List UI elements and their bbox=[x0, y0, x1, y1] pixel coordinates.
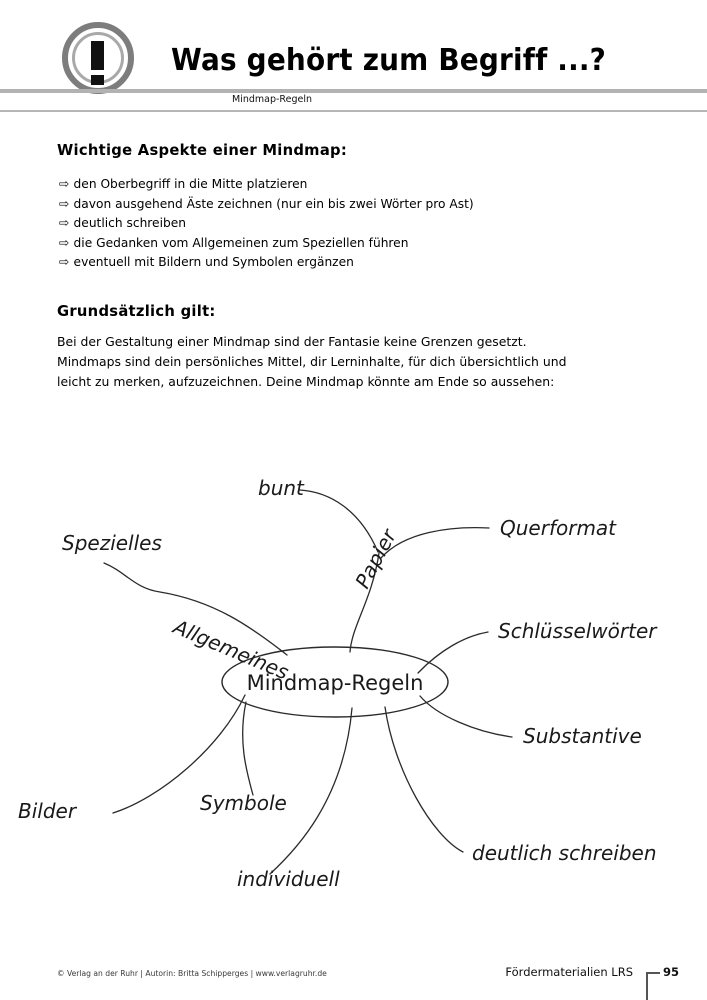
paragraph-line: leicht zu merken, aufzuzeichnen. Deine Mindmap könnte am Ende so aussehen: bbox=[57, 374, 555, 389]
list-item-label: den Oberbegriff in die Mitte platzieren bbox=[73, 176, 308, 191]
mindmap-diagram bbox=[0, 440, 707, 920]
page-title: Was gehört zum Begriff ...? bbox=[171, 43, 607, 78]
branch-line-deutlich-schreiben bbox=[385, 707, 463, 852]
list-item bbox=[59, 233, 474, 253]
mindmap-label-substantive: Substantive bbox=[523, 724, 642, 748]
mindmap-center-label: Mindmap-Regeln bbox=[246, 671, 424, 695]
exclamation-circle-icon bbox=[62, 22, 146, 96]
list-item bbox=[59, 213, 474, 233]
mindmap-label-spezielles: Spezielles bbox=[62, 531, 162, 555]
arrow-right-icon: ⇨ bbox=[59, 195, 70, 211]
branch-line-bunt bbox=[300, 490, 378, 552]
list-item-label: deutlich schreiben bbox=[73, 215, 186, 230]
list-item bbox=[59, 194, 474, 214]
basics-heading: Grundsätzlich gilt: bbox=[57, 302, 216, 320]
list-item bbox=[59, 174, 474, 194]
bracket-horizontal bbox=[646, 972, 660, 974]
page-header bbox=[0, 0, 707, 115]
bracket-vertical bbox=[646, 972, 648, 1000]
mindmap-label-individuell: individuell bbox=[237, 867, 340, 891]
worksheet-subtitle: Mindmap-Regeln bbox=[232, 94, 312, 105]
mindmap-label-querformat: Querformat bbox=[500, 516, 617, 540]
mindmap-label-bilder: Bilder bbox=[18, 799, 77, 823]
branch-line-symbole bbox=[243, 702, 253, 795]
mindmap-label-papier: Papier bbox=[350, 525, 402, 593]
arrow-right-icon: ⇨ bbox=[59, 234, 70, 250]
aspects-list bbox=[59, 174, 487, 272]
aspects-heading: Wichtige Aspekte einer Mindmap: bbox=[57, 141, 348, 159]
header-rule-top bbox=[0, 89, 707, 93]
header-rule-bottom bbox=[0, 110, 707, 112]
branch-line-schluesselwoerter bbox=[418, 632, 488, 673]
basics-paragraph bbox=[57, 332, 657, 392]
list-item-label: eventuell mit Bildern und Symbolen ergänzen bbox=[73, 254, 354, 269]
footer-corner-bracket-icon bbox=[646, 972, 660, 1000]
branch-line-substantive bbox=[420, 696, 512, 737]
mindmap-label-bunt: bunt bbox=[258, 476, 304, 500]
mindmap-label-symbole: Symbole bbox=[200, 791, 287, 815]
paragraph-line: Bei der Gestaltung einer Mindmap sind der Fantasie keine Grenzen gesetzt. bbox=[57, 334, 527, 349]
list-item bbox=[59, 252, 474, 272]
paragraph-line: Mindmaps sind dein persönliches Mittel, dir Lerninhalte, für dich übersichtlich und bbox=[57, 354, 567, 369]
mindmap-label-deutlich-schreiben: deutlich schreiben bbox=[472, 841, 657, 865]
arrow-right-icon: ⇨ bbox=[59, 254, 70, 269]
page-footer bbox=[0, 955, 707, 1000]
icon-exclamation-bar bbox=[91, 41, 104, 70]
list-item-label: die Gedanken vom Allgemeinen zum Speziellen führen bbox=[73, 234, 409, 250]
mindmap-label-schluesselwoerter: Schlüsselwörter bbox=[498, 619, 657, 643]
page-number: 95 bbox=[662, 965, 679, 979]
footer-series-title: Fördermaterialien LRS bbox=[505, 965, 633, 979]
icon-exclamation-dot bbox=[91, 75, 104, 85]
list-item-label: davon ausgehend Äste zeichnen (nur ein bis zwei Wörter pro Ast) bbox=[73, 195, 474, 211]
arrow-right-icon: ⇨ bbox=[59, 176, 70, 191]
arrow-right-icon: ⇨ bbox=[59, 215, 70, 230]
footer-credit: © Verlag an der Ruhr | Autorin: Britta Schipperges | www.verlagruhr.de bbox=[57, 969, 327, 978]
mindmap-label-allgemeines: Allgemeines bbox=[170, 614, 293, 685]
